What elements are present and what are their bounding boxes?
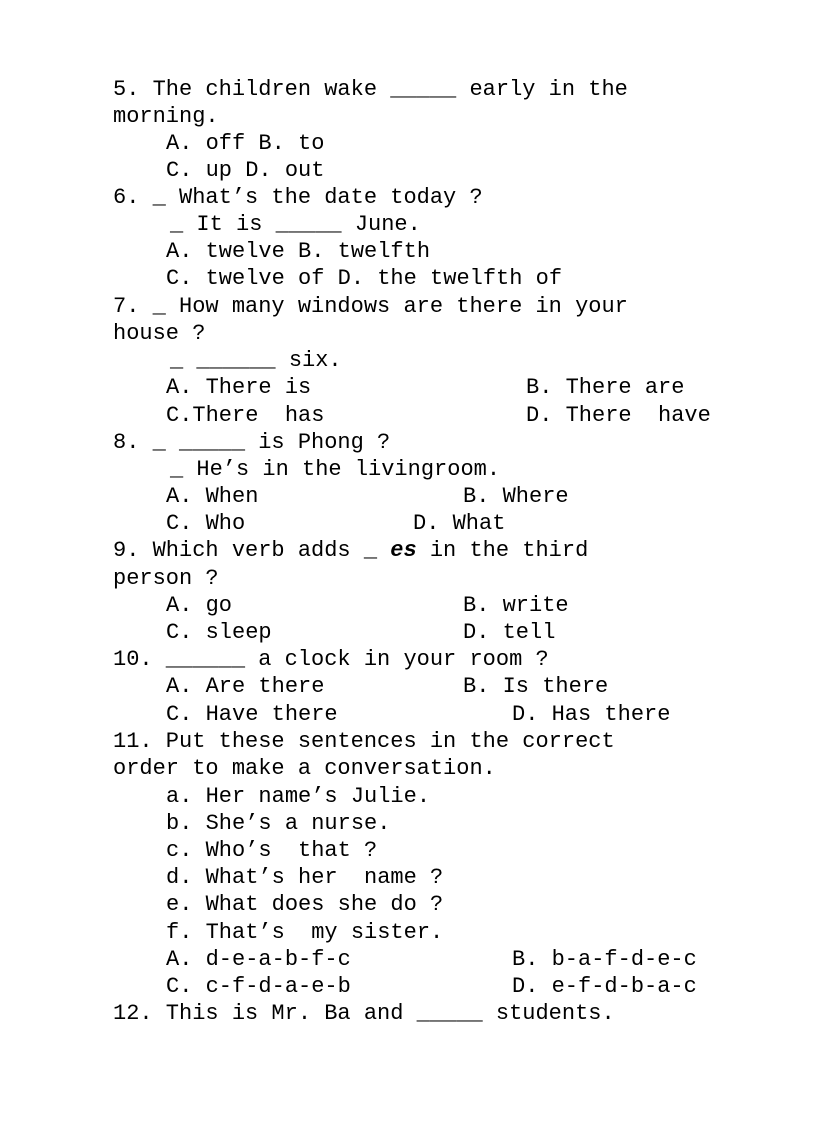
q8-option-d: D. What bbox=[413, 511, 506, 536]
q11-item-c: c. Who’s that ? bbox=[166, 838, 378, 863]
q11-option-b: B. b-a-f-d-e-c bbox=[512, 947, 697, 972]
q7-stem-line3: _ ______ six. bbox=[170, 348, 342, 373]
q9-stem-post: in the third bbox=[416, 538, 589, 563]
q9-stem-emphasis: es bbox=[390, 538, 417, 563]
q5-options-cd: C. up D. out bbox=[166, 158, 325, 183]
q8-option-b: B. Where bbox=[463, 484, 569, 509]
q7-option-a: A. There is bbox=[166, 375, 312, 400]
q5-stem-line1: 5. The children wake _____ early in the bbox=[113, 77, 628, 102]
q9-option-c: C. sleep bbox=[166, 620, 272, 645]
q7-stem-line1: 7. _ How many windows are there in your bbox=[113, 294, 628, 319]
q11-option-c: C. c-f-d-a-e-b bbox=[166, 974, 351, 999]
q11-option-a: A. d-e-a-b-f-c bbox=[166, 947, 351, 972]
q9-option-b: B. write bbox=[463, 593, 569, 618]
q11-stem-line1: 11. Put these sentences in the correct bbox=[113, 729, 615, 754]
q8-option-a: A. When bbox=[166, 484, 259, 509]
q8-stem-line2: _ He’s in the livingroom. bbox=[170, 457, 501, 482]
q8-option-c: C. Who bbox=[166, 511, 246, 536]
q6-stem-line1: 6. _ What’s the date today ? bbox=[113, 185, 483, 210]
q11-item-e: e. What does she do ? bbox=[166, 892, 444, 917]
q10-option-a: A. Are there bbox=[166, 674, 325, 699]
q5-stem-line2: morning. bbox=[113, 104, 219, 129]
q11-item-d: d. What’s her name ? bbox=[166, 865, 444, 890]
q7-option-b: B. There are bbox=[526, 375, 685, 400]
q9-stem-pre: 9. Which verb adds _ bbox=[113, 538, 391, 563]
q10-stem-line1: 10. ______ a clock in your room ? bbox=[113, 647, 549, 672]
q9-stem-line2: person ? bbox=[113, 566, 219, 591]
q9-option-a: A. go bbox=[166, 593, 233, 618]
q12-stem-line1: 12. This is Mr. Ba and _____ students. bbox=[113, 1001, 615, 1026]
q7-option-c: C.There has bbox=[166, 403, 325, 428]
q10-option-c: C. Have there bbox=[166, 702, 338, 727]
q11-item-b: b. She’s a nurse. bbox=[166, 811, 391, 836]
q7-stem-line2: house ? bbox=[113, 321, 206, 346]
q11-stem-line2: order to make a conversation. bbox=[113, 756, 496, 781]
q7-option-d: D. There have bbox=[526, 403, 711, 428]
q6-options-ab: A. twelve B. twelfth bbox=[166, 239, 431, 264]
q6-stem-line2: _ It is _____ June. bbox=[170, 212, 421, 237]
q11-item-f: f. That’s my sister. bbox=[166, 920, 444, 945]
q5-options-ab: A. off B. to bbox=[166, 131, 325, 156]
q10-option-b: B. Is there bbox=[463, 674, 609, 699]
q11-option-d: D. e-f-d-b-a-c bbox=[512, 974, 697, 999]
q9-option-d: D. tell bbox=[463, 620, 556, 645]
q6-options-cd: C. twelve of D. the twelfth of bbox=[166, 266, 563, 291]
q9-stem-line1 bbox=[113, 537, 588, 564]
q10-option-d: D. Has there bbox=[512, 702, 671, 727]
q11-item-a: a. Her name’s Julie. bbox=[166, 784, 431, 809]
q8-stem-line1: 8. _ _____ is Phong ? bbox=[113, 430, 391, 455]
